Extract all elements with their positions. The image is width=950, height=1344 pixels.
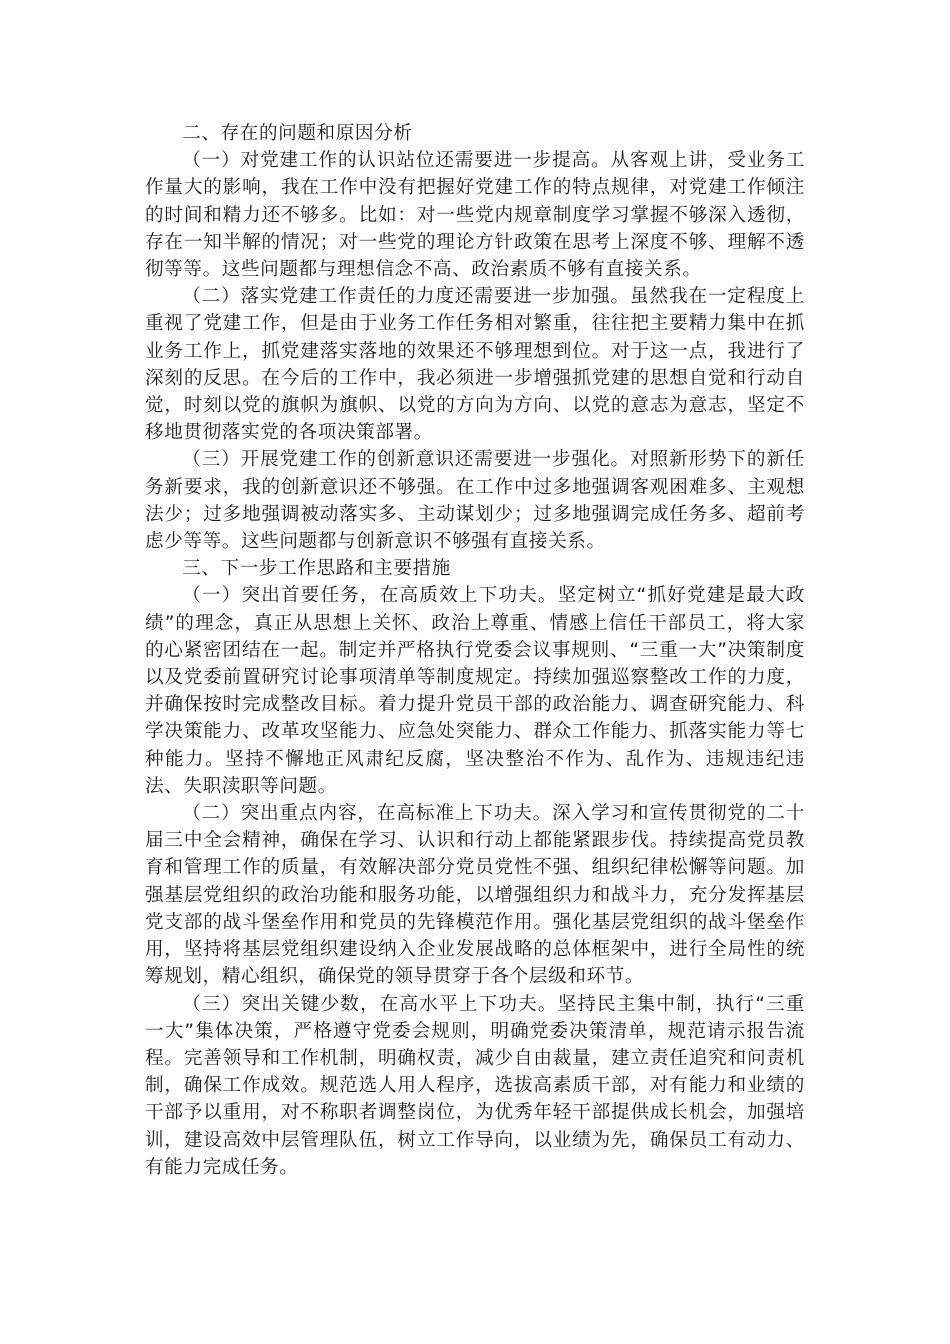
paragraph-measure-3: （三）突出关键少数，在高水平上下功夫。坚持民主集中制，执行“三重一大”集体决策，严格遵守党委会规则，明确党委决策清单，规范请示报告流程。完善领导和工作机制，明确权责，减少自由裁量，建立责任追究和问责机制，确保工作成效。规范选人用人程序，选拔高素质干部，对有能力和业绩的干部予以重用，对不称职者调整岗位，为优秀年轻干部提供成长机会，加强培训，建设高效中层管理队伍，树立工作导向，以业绩为先，确保员工有动力、有能力完成任务。 — [145, 993, 805, 1178]
paragraph-problem-2: （二）落实党建工作责任的力度还需要进一步加强。虽然我在一定程度上重视了党建工作，但是由于业务工作任务相对繁重，往往把主要精力集中在抓业务工作上，抓党建落实落地的效果还不够理想到位。对于这一点，我进行了深刻的反思。在今后的工作中，我必须进一步增强抓党建的思想自觉和行动自觉，时刻以党的旗帜为旗帜、以党的方向为方向、以党的意志为意志，坚定不移地贯彻落实党的各项决策部署。 — [145, 286, 805, 444]
paragraph-measure-1: （一）突出首要任务，在高质效上下功夫。坚定树立“抓好党建是最大政绩”的理念，真正从思想上关怀、政治上尊重、情感上信任干部员工，将大家的心紧密团结在一起。制定并严格执行党委会议事规则、“三重一大”决策制度以及党委前置研究讨论事项清单等制度规定。持续加强巡察整改工作的力度，并确保按时完成整改目标。着力提升党员干部的政治能力、调查研究能力、科学决策能力、改革攻坚能力、应急处突能力、群众工作能力、抓落实能力等七种能力。坚持不懈地正风肃纪反腐，坚决整治不作为、乱作为、违规违纪违法、失职渎职等问题。 — [145, 585, 805, 797]
paragraph-measure-2: （二）突出重点内容，在高标准上下功夫。深入学习和宣传贯彻党的二十届三中全会精神，确保在学习、认识和行动上都能紧跟步伐。持续提高党员教育和管理工作的质量，有效解决部分党员党性不强、组织纪律松懈等问题。加强基层党组织的政治功能和服务功能，以增强组织力和战斗力，充分发挥基层党支部的战斗堡垒作用和党员的先锋模范作用。强化基层党组织的战斗堡垒作用，坚持将基层党组织建设纳入企业发展战略的总体框架中，进行全局性的统筹规划，精心组织，确保党的领导贯穿于各个层级和环节。 — [145, 803, 805, 988]
document-body — [145, 120, 805, 1181]
paragraph-problem-1: （一）对党建工作的认识站位还需要进一步提高。从客观上讲，受业务工作量大的影响，我在工作中没有把握好党建工作的特点规律，对党建工作倾注的时间和精力还不够多。比如：对一些党内规章制度学习掌握不够深入透彻，存在一知半解的情况；对一些党的理论方针政策在思考上深度不够、理解不透彻等等。这些问题都与理想信念不高、政治素质不够有直接关系。 — [145, 150, 805, 281]
paragraph-problem-3: （三）开展党建工作的创新意识还需要进一步强化。对照新形势下的新任务新要求，我的创新意识还不够强。在工作中过多地强调客观困难多、主观想法少；过多地强调被动落实多、主动谋划少；过多地强调完成任务多、超前考虑少等等。这些问题都与创新意识不够强有直接关系。 — [145, 449, 805, 553]
section-heading-measures: 三、下一步工作思路和主要措施 — [182, 558, 451, 580]
section-heading-problems: 二、存在的问题和原因分析 — [182, 123, 413, 144]
